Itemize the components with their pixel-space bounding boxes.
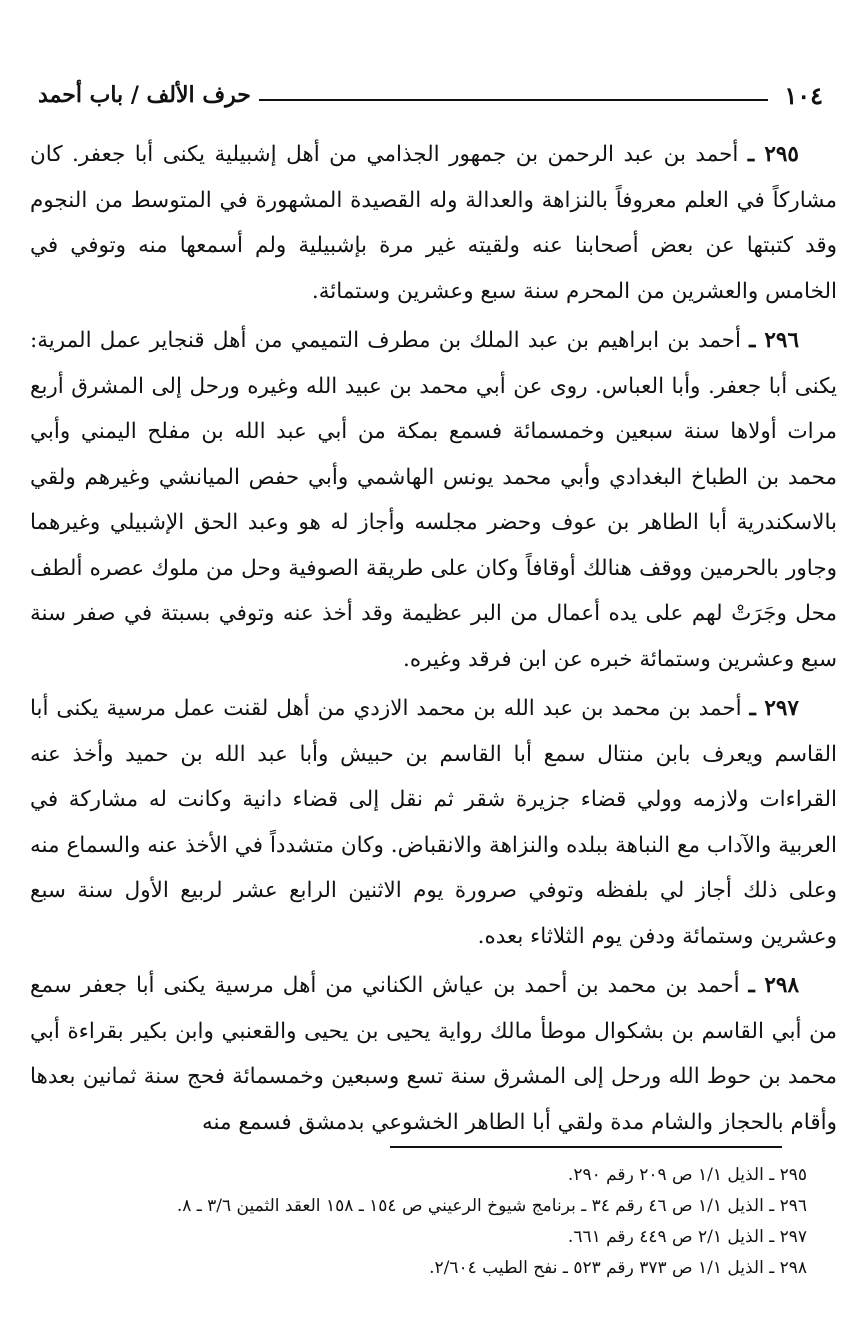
footnote: ٢٩٦ ـ الذيل ١/١ ص ٤٦ رقم ٣٤ ـ برنامج شيوخ الرعيني ص ١٥٤ ـ ١٥٨ العقد الثمين ٣/٦ ـ ٨. — [176, 1196, 807, 1216]
entry-number: ٢٩٨ ـ — [748, 973, 799, 998]
biography-entry-298 — [30, 963, 837, 1145]
entry-text: أحمد بن محمد بن عبد الله بن محمد الازدي من أهل لقنت عمل مرسية يكنى أبا القاسم ويعرف بابن منتال سمع أبا القاسم بن حبيش وأبا عبد الله بن حميد وأخذ عنه القراءات ولازمه وولي قضاء جزيرة شقر ثم نقل إلى قضاء دانية وكانت له مشاركة في العربية والآداب مع النباهة ببلده والنزاهة والانقباض. وكان متشدداً في الأخذ عنه والسماع منه وعلى ذلك أجاز لي بلفظه وتوفي صرورة يوم الاثنين الرابع عشر لربيع الأول سنة سبع وعشرين وستمائة ودفن يوم الثلاثاء بعده. — [30, 696, 837, 949]
header-rule — [259, 99, 768, 101]
entry-number: ٢٩٧ ـ — [749, 696, 799, 721]
footnote: ٢٩٨ ـ الذيل ١/١ ص ٣٧٣ رقم ٥٢٣ ـ نفح الطيب ٢/٦٠٤. — [429, 1258, 807, 1278]
footnote-divider — [390, 1146, 782, 1148]
entry-number: ٢٩٥ ـ — [747, 142, 799, 167]
footnotes — [30, 1160, 807, 1284]
biography-entry-297 — [30, 686, 837, 959]
entry-text: أحمد بن محمد بن أحمد بن عياش الكناني من أهل مرسية يكنى أبا جعفر سمع من أبي القاسم بن بشكوال موطأ مالك رواية يحيى بن يحيى والقعنبي وابن بكير بقراءة أبي محمد بن حوط الله ورحل إلى المشرق سنة تسع وسبعين وخمسمائة فحج سنة ثمانين بعدها وأقام بالحجاز والشام مدة ولقي أبا الطاهر الخشوعي بدمشق فسمع منه — [30, 973, 837, 1135]
running-header — [38, 70, 823, 120]
page-number: ١٠٤ — [784, 80, 823, 110]
footnote: ٢٩٥ ـ الذيل ١/١ ص ٢٠٩ رقم ٢٩٠. — [567, 1165, 807, 1185]
entry-text: أحمد بن عبد الرحمن بن جمهور الجذامي من أهل إشبيلية يكنى أبا جعفر. كان مشاركاً في العلم معروفاً بالنزاهة والعدالة وله القصيدة المشهورة في المتوسط من النجوم وقد كتبتها عن بعض أصحابنا عنه ولقيته غير مرة بإشبيلية ولم أسمعها منه وتوفي في الخامس والعشرين من المحرم سنة سبع وعشرين وستمائة. — [30, 142, 837, 304]
running-title: حرف الألف / باب أحمد — [38, 82, 251, 108]
footnote: ٢٩٧ ـ الذيل ٢/١ ص ٤٤٩ رقم ٦٦١. — [567, 1227, 807, 1247]
main-text — [30, 132, 837, 1145]
entry-text: أحمد بن ابراهيم بن عبد الملك بن مطرف التميمي من أهل قنجاير عمل المرية: يكنى أبا جعفر. وأبا العباس. روى عن أبي محمد بن عبيد الله وغيره ورحل إلى المشرق أربع مرات أولاها سنة سبعين وخمسمائة فسمع بمكة من أبي عبد الله بن مفلح اليمني وأبي محمد بن الطباخ البغدادي وأبي محمد يونس الهاشمي وأبي حفص الميانشي وغيرهم ولقي بالاسكندرية أبا الطاهر بن عوف وحضر مجلسه وأجاز له هو وعبد الحق الإشبيلي وغيرهما وجاور بالحرمين ووقف هنالك أوقافاً وكان على طريقة الصوفية وحل من ملوك عصره ألطف محل وجَرَتْ لهم على يده أعمال من البر عظيمة وقد أخذ عنه وتوفي بسبتة في صفر سنة سبع وعشرين وستمائة خبره عن ابن فرقد وغيره. — [30, 328, 837, 672]
entry-number: ٢٩٦ ـ — [749, 328, 799, 353]
biography-entry-295 — [30, 132, 837, 314]
biography-entry-296 — [30, 318, 837, 682]
